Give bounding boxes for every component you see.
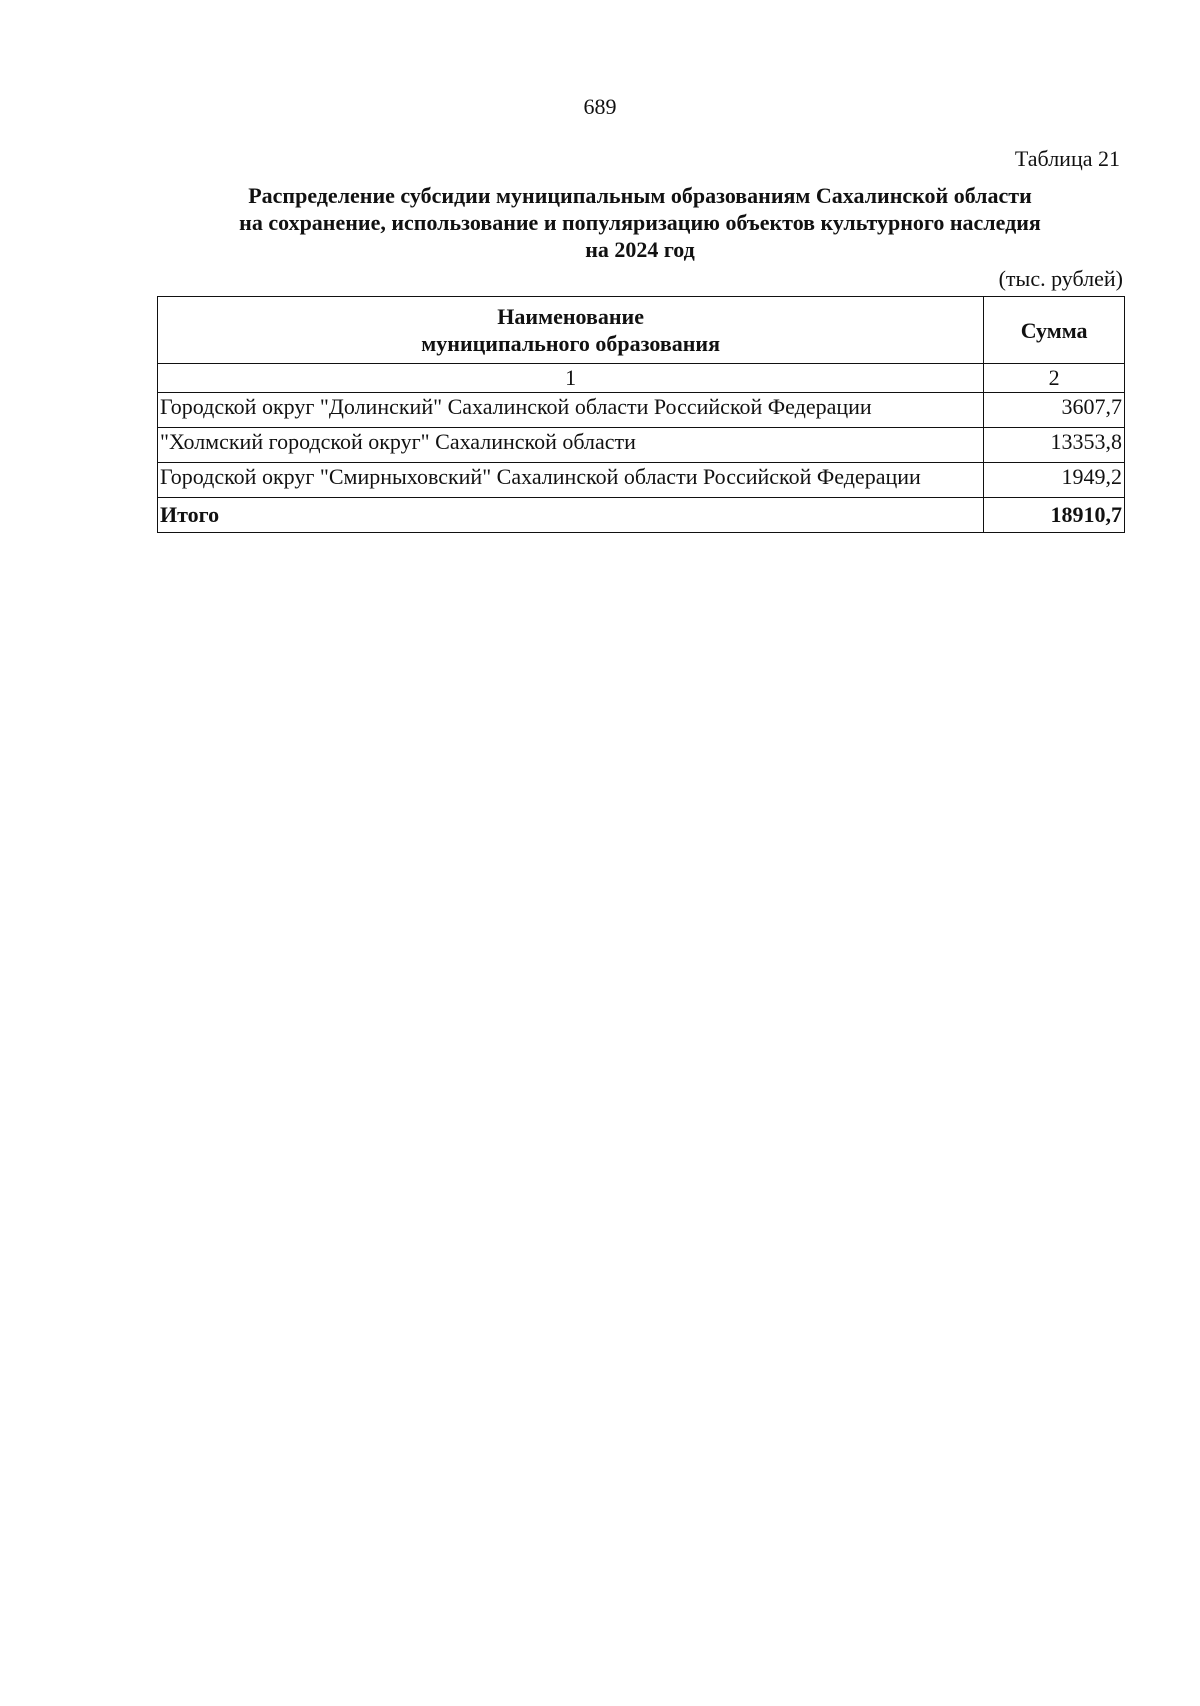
row-name: "Холмский городской округ" Сахалинской области bbox=[158, 428, 984, 463]
column-number-row bbox=[158, 364, 1125, 393]
row-name: Городской округ "Смирныховский" Сахалинской области Российской Федерации bbox=[158, 463, 984, 498]
document-title bbox=[160, 182, 1120, 263]
title-line-1: Распределение субсидии муниципальным образованиям Сахалинской области bbox=[248, 183, 1032, 208]
column-number-1: 1 bbox=[158, 364, 984, 393]
row-sum: 1949,2 bbox=[984, 463, 1125, 498]
units-label: (тыс. рублей) bbox=[998, 266, 1123, 291]
header-name-line-1: Наименование bbox=[497, 304, 644, 329]
row-name: Городской округ "Долинский" Сахалинской области Российской Федерации bbox=[158, 393, 984, 428]
page-number: 689 bbox=[583, 94, 617, 119]
table-row bbox=[158, 463, 1125, 498]
total-label: Итого bbox=[158, 498, 984, 533]
row-sum: 13353,8 bbox=[984, 428, 1125, 463]
table-header-row bbox=[158, 297, 1125, 364]
title-line-3: на 2024 год bbox=[585, 237, 695, 262]
total-sum: 18910,7 bbox=[984, 498, 1125, 533]
header-name-line-2: муниципального образования bbox=[421, 331, 720, 356]
subsidy-table bbox=[157, 296, 1125, 533]
column-number-2: 2 bbox=[984, 364, 1125, 393]
table-row bbox=[158, 428, 1125, 463]
title-line-2: на сохранение, использование и популяризацию объектов культурного наследия bbox=[239, 210, 1041, 235]
total-row bbox=[158, 498, 1125, 533]
header-sum: Сумма bbox=[984, 297, 1125, 364]
row-sum: 3607,7 bbox=[984, 393, 1125, 428]
header-name bbox=[158, 297, 984, 364]
table-row bbox=[158, 393, 1125, 428]
table-label: Таблица 21 bbox=[1014, 146, 1120, 171]
